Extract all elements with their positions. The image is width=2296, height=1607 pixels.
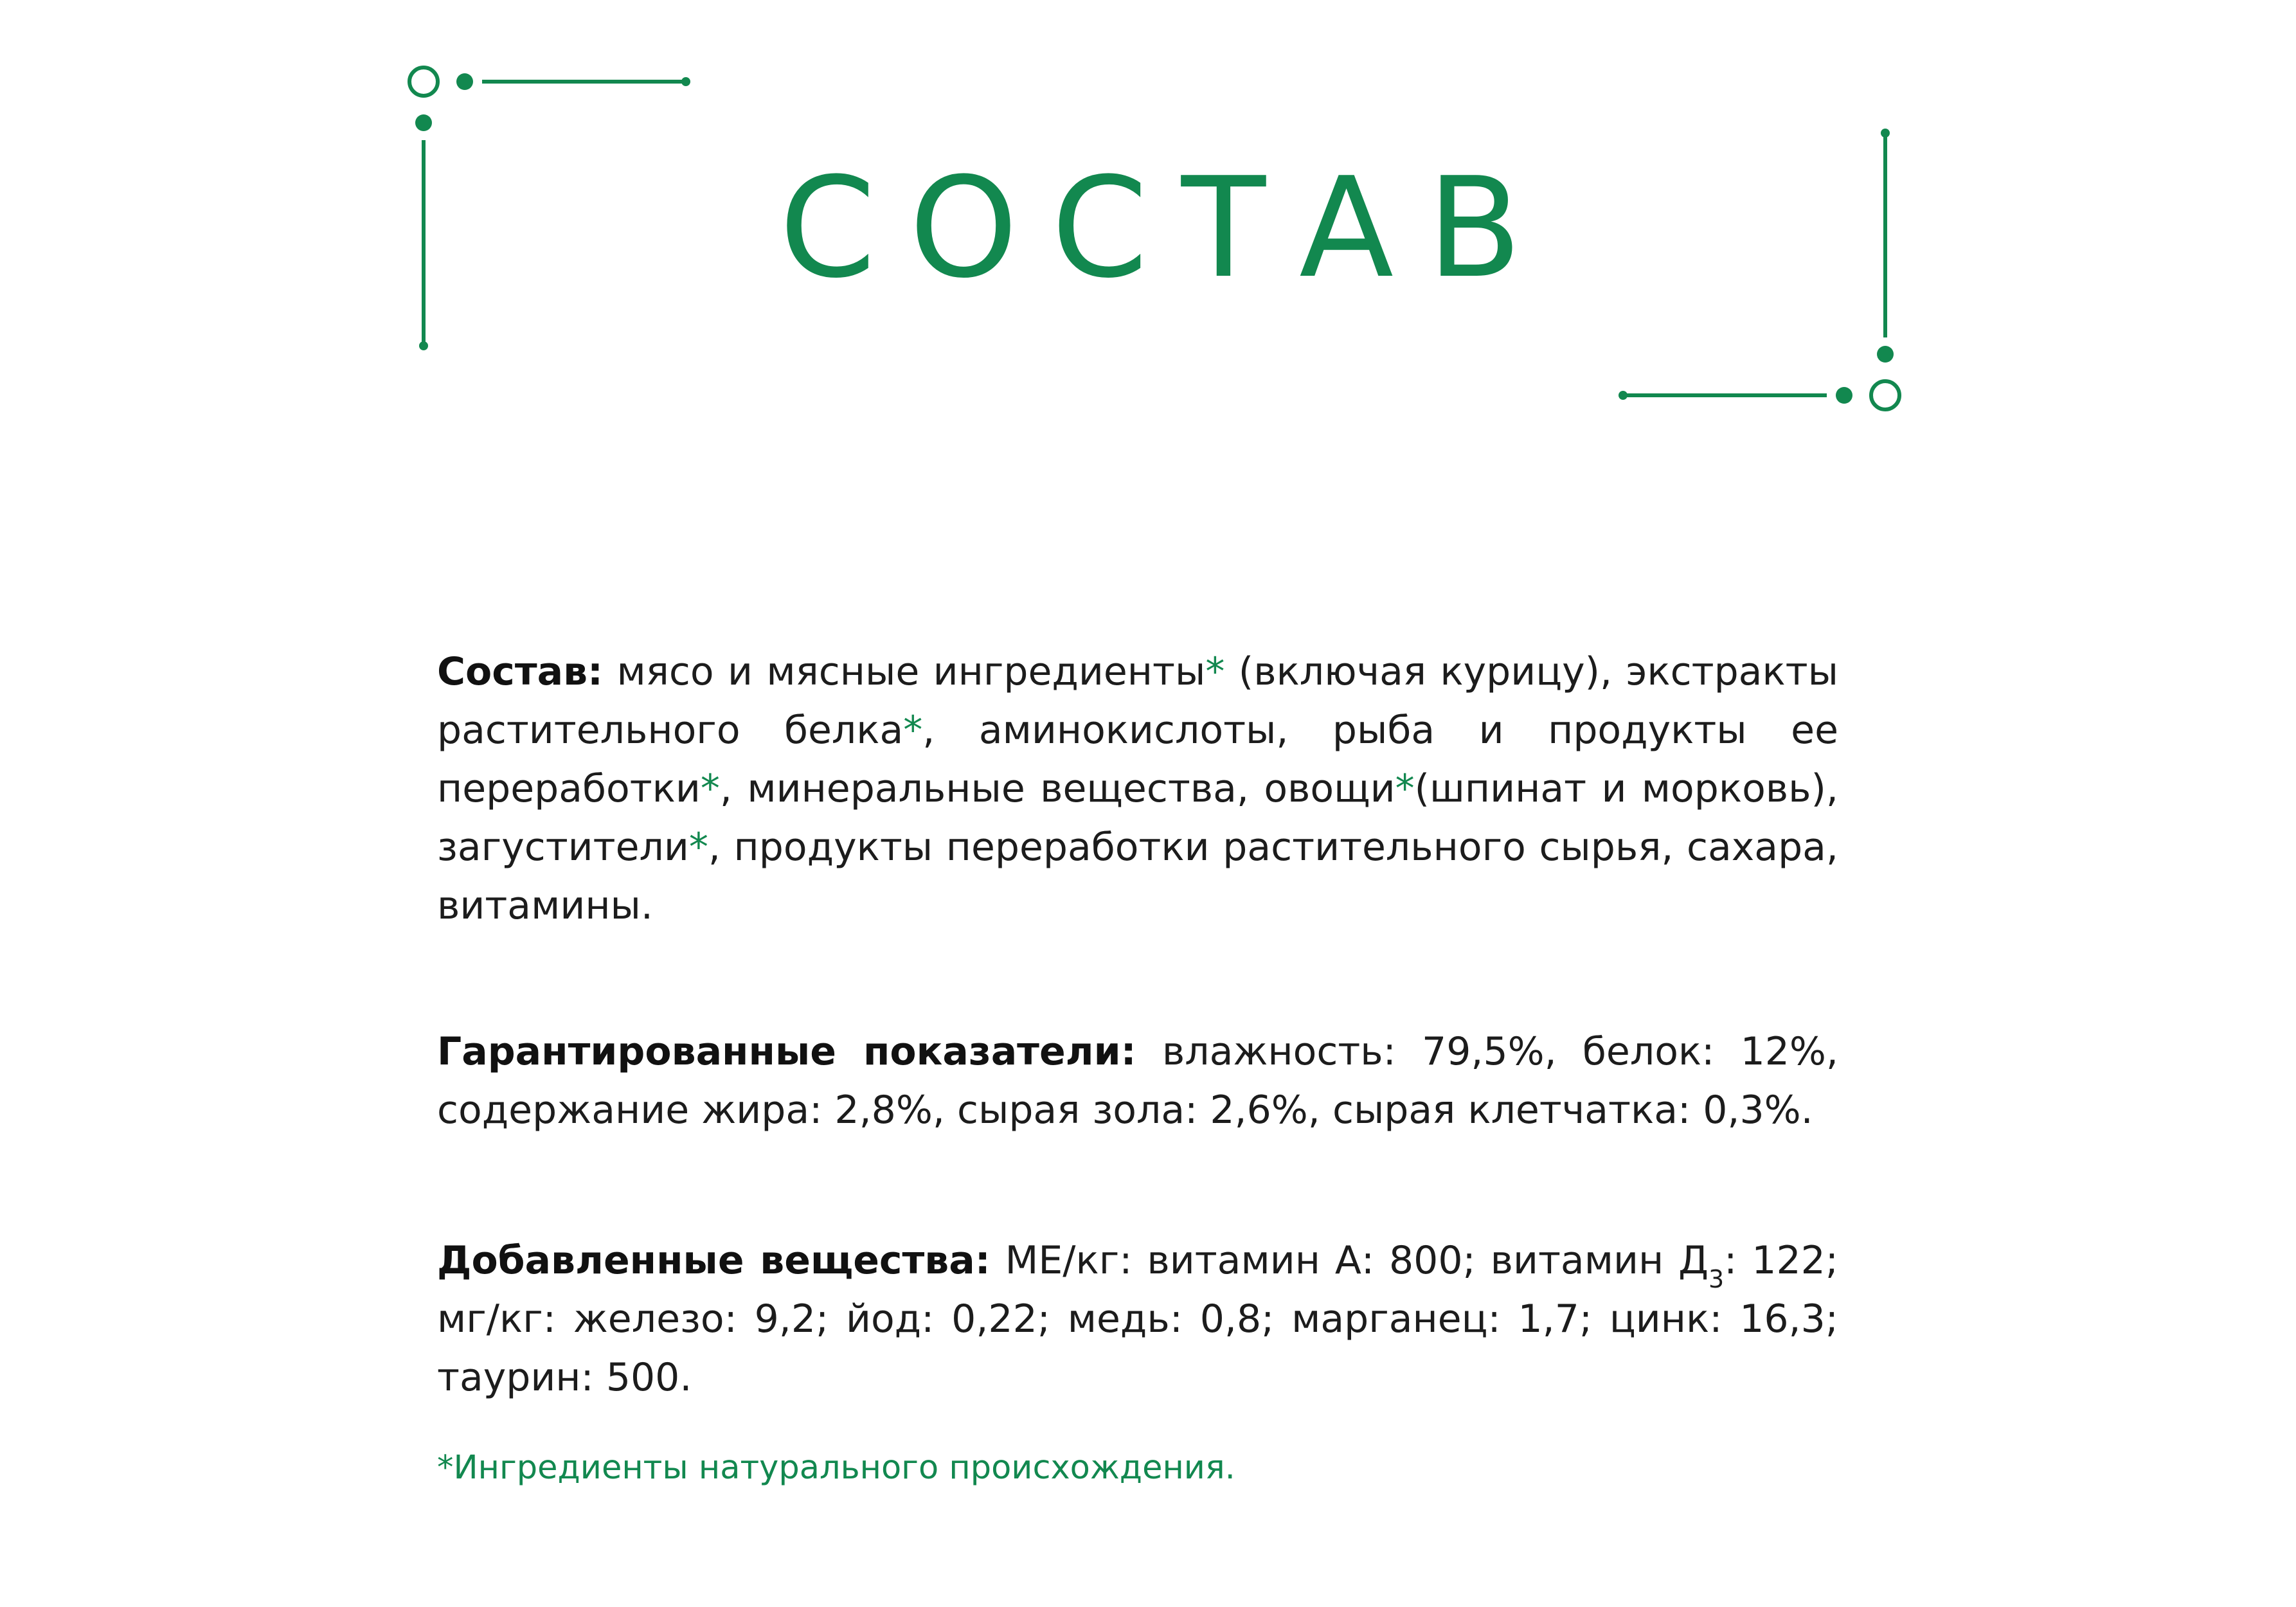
content-body — [437, 643, 1838, 1491]
asterisk-mark: * — [1205, 649, 1225, 694]
composition-text: (шпинат и морковь), загустители — [437, 766, 1838, 870]
dot-icon — [1877, 346, 1894, 363]
dot-icon — [419, 341, 428, 350]
composition-text: , минеральные вещества, овощи — [719, 766, 1395, 811]
page-title: СОСТАВ — [779, 147, 1556, 309]
guaranteed-label: Гарантированные показатели: — [437, 1029, 1136, 1074]
ring-icon — [1871, 381, 1899, 409]
dot-icon — [681, 77, 690, 86]
composition-text: мясо и мясные ингредиенты — [616, 649, 1206, 694]
asterisk-mark: * — [688, 825, 708, 870]
footnote: *Ингредиенты натурального происхождения. — [437, 1449, 1235, 1487]
composition-text: , продукты переработки растительного сырья, сахара, витамины. — [437, 825, 1838, 928]
guaranteed-paragraph — [437, 1023, 1838, 1140]
additives-label: Добавленные вещества: — [437, 1238, 991, 1283]
guaranteed-text: влажность: 79,5%, белок: 12%, содержание жира: 2,8%, сырая зола: 2,6%, сырая клетчатка: 0,3%. — [437, 1029, 1839, 1133]
asterisk-mark: * — [903, 708, 923, 753]
asterisk-mark: * — [700, 766, 720, 811]
composition-label: Состав: — [437, 649, 604, 694]
composition-text: (включая курицу), экстракты растительного белка — [437, 649, 1839, 753]
dot-icon — [456, 73, 473, 90]
ring-icon — [409, 67, 438, 96]
additives-text: : 122; мг/кг: железо: 9,2; йод: 0,22; медь: 0,8; марганец: 1,7; цинк: 16,3; таурин: 500. — [437, 1238, 1839, 1400]
dot-icon — [415, 114, 432, 131]
asterisk-mark: * — [1395, 766, 1415, 811]
vitamin-subscript: 3 — [1708, 1265, 1725, 1293]
additives-paragraph — [437, 1232, 1838, 1407]
composition-paragraph — [437, 643, 1838, 935]
composition-text: , аминокислоты, рыба и продукты ее переработки — [437, 708, 1838, 811]
dot-icon — [1619, 391, 1628, 400]
additives-text: МЕ/кг: витамин А: 800; витамин Д — [1005, 1238, 1709, 1283]
dot-icon — [1836, 387, 1852, 404]
